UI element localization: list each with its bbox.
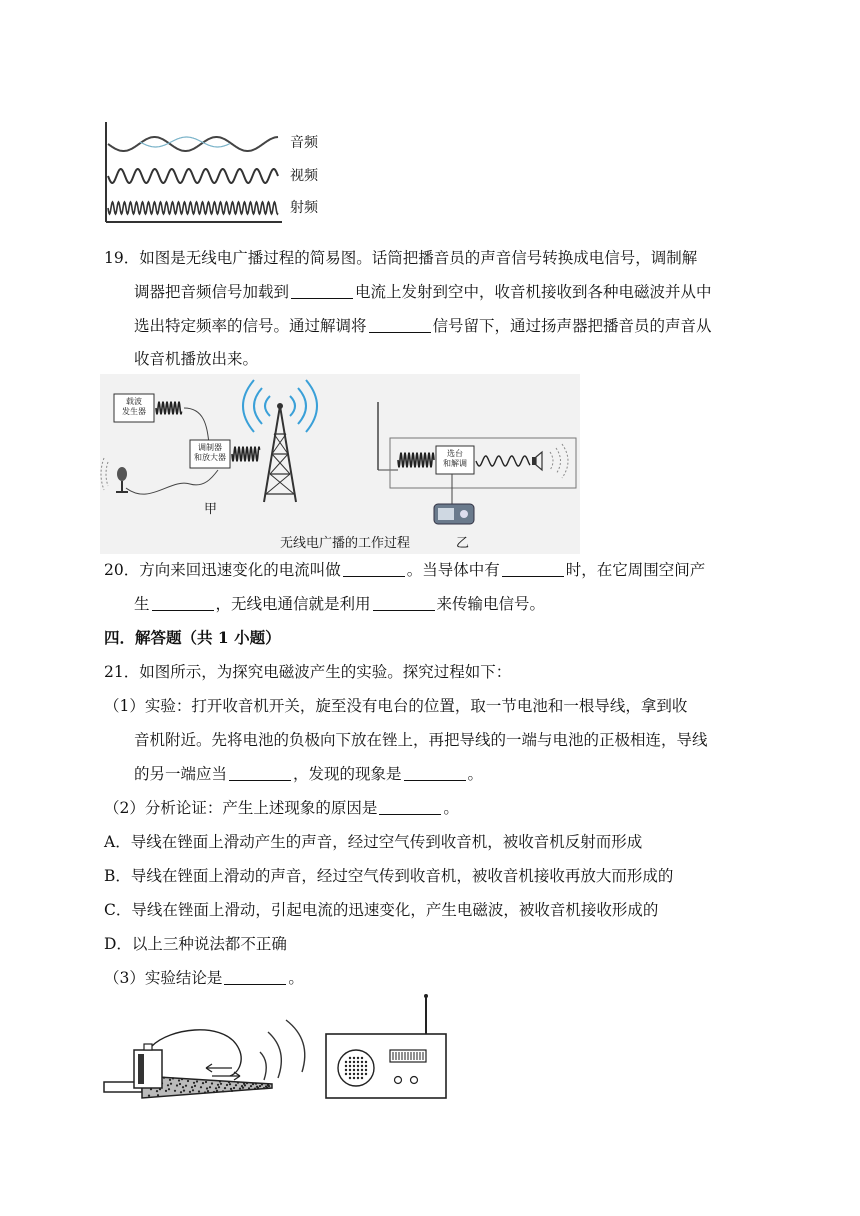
carrier-wave	[156, 402, 182, 413]
q19-line3: 选出特定频率的信号。通过解调将 信号留下，通过扬声器把播音员的声音从	[134, 317, 712, 335]
q20-line1: 20．方向来回迅速变化的电流叫做 。当导体中有 时，在它周围空间产	[104, 561, 706, 579]
rf-wave	[108, 202, 278, 214]
answer-blank[interactable]	[291, 284, 353, 299]
battery-icon	[134, 1044, 162, 1088]
em-wave-arcs	[260, 1020, 305, 1080]
video-label: 视频	[290, 168, 318, 184]
radio-broadcast-diagram	[100, 374, 580, 554]
demodulated-wave	[476, 456, 530, 466]
answer-blank[interactable]	[152, 596, 214, 611]
answer-blank[interactable]	[224, 970, 286, 985]
rf-label: 射频	[290, 200, 318, 216]
section-title: 四．解答题（共 1 小题）	[104, 628, 281, 647]
microphone-icon	[101, 458, 128, 492]
modulator-box-label: 调制器 和放大器	[194, 443, 226, 462]
wave-figure	[100, 118, 340, 228]
radio-receiver-icon	[434, 504, 474, 524]
q21-part1-line2: 音机附近。先将电池的负极向下放在锉上，再把导线的一端与电池的正极相连，导线	[134, 731, 708, 749]
option-d: D．以上三种说法都不正确	[104, 935, 287, 953]
answer-blank[interactable]	[229, 766, 291, 781]
figure-caption: 无线电广播的工作过程	[280, 536, 411, 551]
option-c: C．导线在锉面上滑动，引起电流的迅速变化，产生电磁波，被收音机接收形成的	[104, 901, 659, 919]
option-a: A．导线在锉面上滑动产生的声音，经过空气传到收音机，被收音机反射而形成	[104, 833, 643, 851]
answer-blank[interactable]	[379, 800, 441, 815]
q21-part2: （2）分析论证：产生上述现象的原因是 。	[104, 799, 459, 817]
audio-wave-highlight	[140, 137, 230, 147]
answer-blank[interactable]	[369, 318, 431, 333]
file-rasp-icon	[104, 1075, 272, 1098]
slide-arrows-icon	[206, 1064, 240, 1080]
label-yi: 乙	[456, 536, 470, 551]
carrier-generator-box-label: 载波 发生器	[122, 397, 146, 416]
answer-blank[interactable]	[502, 562, 564, 577]
q21-intro: 21．如图所示，为探究电磁波产生的实验。探究过程如下：	[104, 663, 512, 681]
q21-part1-line1: （1）实验：打开收音机开关，旋至没有电台的位置，取一节电池和一根导线，拿到收	[104, 697, 688, 715]
radio-icon	[326, 994, 446, 1098]
experiment-figure	[100, 992, 460, 1102]
tuner-box-label: 选台 和解调	[443, 449, 467, 468]
experiment-diagram	[100, 992, 460, 1102]
answer-blank[interactable]	[343, 562, 405, 577]
q21-part3: （3）实验结论是 。	[104, 969, 304, 987]
radio-broadcast-figure	[100, 374, 580, 554]
q21-part1-line3: 的另一端应当 ，发现的现象是 。	[134, 765, 484, 783]
transmitter-tower-icon	[243, 380, 317, 502]
q19-line4: 收音机播放出来。	[134, 350, 259, 368]
speaker-icon	[532, 444, 568, 478]
modulated-wave	[232, 447, 260, 460]
answer-blank[interactable]	[373, 596, 435, 611]
answer-blank[interactable]	[404, 766, 466, 781]
q19-line1: 19．如图是无线电广播过程的简易图。话筒把播音员的声音信号转换成电信号，调制解	[104, 249, 698, 267]
video-wave	[108, 169, 278, 183]
received-wave	[398, 453, 434, 466]
option-b: B．导线在锉面上滑动的声音，经过空气传到收音机，被收音机接收再放大而形成的	[104, 867, 674, 885]
audio-label: 音频	[290, 135, 318, 151]
q19-line2: 调器把音频信号加载到 电流上发射到空中，收音机接收到各种电磁波并从中	[134, 283, 712, 301]
label-jia: 甲	[204, 502, 218, 517]
q20-line2: 生 ，无线电通信就是利用 来传输电信号。	[134, 595, 546, 613]
audio-wave	[108, 137, 278, 151]
